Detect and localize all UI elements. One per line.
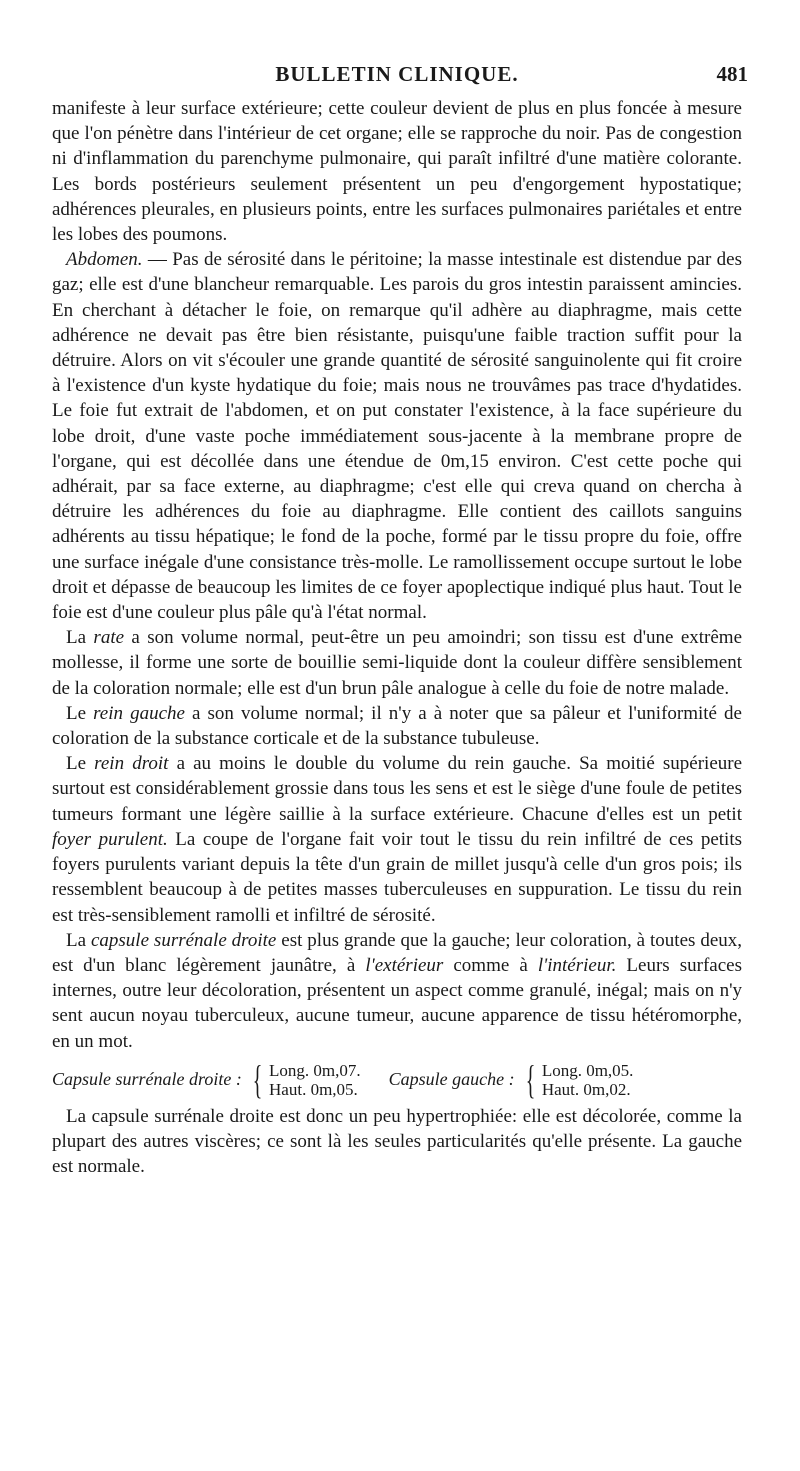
- paragraph-abdomen-text: — Pas de sérosité dans le péritoine; la masse intestinale est distendue par des gaz; elle est d'une blancheur remarquable. Les parois du gros intestin paraissent amincies. En cherchant à détacher le foie, on remarque qu'il adhère au diaphragme, mais cette adhérence ne devait pas être bien résistante, puisqu'une faible traction suffit pour la détruire. Alors on vit s'écouler une grande quantité de sérosité sanguinolente qui fit croire à l'existence d'un kyste hydatique du foie; mais nous ne trouvâmes pas trace d'hydatides. Le foie fut extrait de l'abdomen, et on put constater l'existence, à la face supérieure du lobe droit, d'une vaste poche immédiatement sous-jacente à la membrane propre de l'organe, qui est décollée dans une étendue de 0m,15 environ. C'est cette poche qui adhérait, par sa face externe, au diaphragme; c'est elle qui creva quand on chercha à détruire les adhérences du foie au diaphragme. Elle contient des caillots sanguins adhérents au tissu hépatique; le fond de la poche, formé par le tissu propre du foie, offre une surface inégale d'une consistance très-molle. Le ramollissement occupe surtout le lobe droit et dépasse de beaucoup les limites de ce foyer apoplectique indiqué plus haut. Tout le foie est d'une couleur plus pâle qu'à l'état normal.: [52, 249, 742, 624]
- paragraph-right-kidney: [52, 751, 742, 927]
- brace-glyph: {: [252, 1056, 263, 1102]
- term-interieur: l'intérieur.: [537, 954, 617, 976]
- text-run: Le: [66, 702, 94, 724]
- paragraph-conclusion: La capsule surrénale droite est donc un peu hypertrophiée: elle est décolorée, comme la plupart des autres viscères; ce sont là les seules particularités qu'elle présente. La gauche est normale.: [52, 1105, 742, 1178]
- measurement-long-right: Long. 0m,07.: [269, 1060, 361, 1080]
- measurement-haut-left: Haut. 0m,02.: [541, 1079, 631, 1099]
- paragraph-adrenal: [52, 928, 742, 1054]
- term-exterieur: l'extérieur: [365, 954, 444, 976]
- paragraph-abdomen: [52, 247, 742, 625]
- term-capsule-surrenale-droite: capsule surrénale droite: [90, 929, 277, 951]
- paragraph-left-kidney: [52, 701, 742, 751]
- body-text: [52, 96, 742, 1179]
- paragraph-spleen: [52, 625, 742, 701]
- text-run: La: [66, 929, 91, 951]
- term-foyer-purulent: foyer purulent.: [52, 828, 168, 850]
- measurement-label-right: Capsule surrénale droite :: [52, 1069, 242, 1090]
- text-run: Leurs surfaces internes, outre leur décoloration, présentent un aspect comme granulé, inégal; mais on n'y sent aucun noyau tuberculeux, aucune tumeur, aucune apparence de tissu hétéromorphe, en un mot.: [52, 954, 743, 1052]
- brace-glyph: {: [525, 1056, 536, 1102]
- measurement-values-left: [542, 1061, 634, 1099]
- text-run: a au moins le double du volume du rein gauche. Sa moitié supérieure surtout est considérablement grossie dans tous les sens et est le siège d'une foule de petites tumeurs formant une légère saillie à la surface extérieure. Chacune d'elles est un petit: [52, 753, 743, 825]
- page-header: [52, 62, 748, 96]
- measurement-haut-right: Haut. 0m,05.: [269, 1079, 358, 1099]
- term-rein-gauche: rein gauche: [93, 702, 185, 724]
- measurement-label-left: Capsule gauche :: [388, 1069, 515, 1090]
- section-heading-abdomen: Abdomen.: [66, 249, 143, 271]
- page-number: 481: [716, 62, 748, 86]
- measurement-long-left: Long. 0m,05.: [541, 1060, 634, 1080]
- text-run: Le: [66, 753, 95, 775]
- text-run: La coupe de l'organe fait voir tout le tissu du rein infiltré de ces petits foyers purulents variant depuis la tête d'un grain de millet jusqu'à celle d'un gros pois; ils ressemblent beaucoup à de petites masses tuberculeuses en suppuration. Le tissu du rein est très-sensiblement ramolli et infiltré de sérosité.: [52, 828, 742, 926]
- running-head: BULLETIN CLINIQUE.: [275, 62, 519, 86]
- measurements: [52, 1056, 742, 1102]
- term-rate: rate: [93, 627, 125, 649]
- paragraph-lungs: manifeste à leur surface extérieure; cette couleur devient de plus en plus foncée à mesure que l'on pénètre dans l'intérieur de cet organe; elle se rapproche du noir. Pas de congestion ni d'inflammation du parenchyme pulmonaire, qui paraît infiltré d'une matière colorante. Les bords postérieurs seulement présentent un peu d'engorgement hypostatique; adhérences pleurales, en plusieurs points, entre les surfaces pulmonaires pariétales et entre les lobes des poumons.: [52, 98, 742, 246]
- text-run: est plus grande que la gauche; leur coloration, à toutes deux, est d'un blanc légèrement jaunâtre, à: [52, 929, 743, 976]
- text-run: a son volume normal, peut-être un peu amoindri; son tissu est d'une extrême mollesse, il forme une sorte de bouillie semi-liquide dont la couleur diffère sensiblement de la coloration normale; elle est d'un brun pâle analogue à celle du foie de notre malade.: [52, 627, 742, 699]
- text-run: La: [66, 627, 94, 649]
- term-rein-droit: rein droit: [94, 753, 169, 775]
- text-run: a son volume normal; il n'y a à noter que sa pâleur et l'uniformité de coloration de la substance corticale et de la substance tubuleuse.: [52, 702, 742, 750]
- page: [52, 62, 748, 1179]
- text-run: comme à: [443, 954, 538, 976]
- measurement-values-right: [269, 1061, 361, 1099]
